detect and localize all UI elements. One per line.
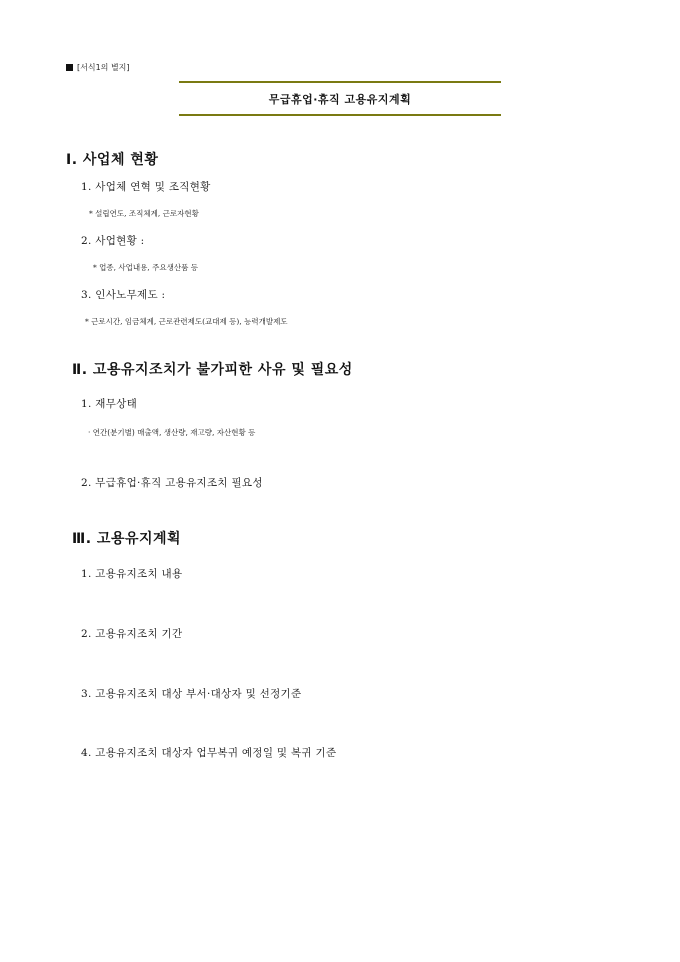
square-bullet-icon xyxy=(66,64,73,71)
section3-item4: 4. 고용유지조치 대상자 업무복귀 예정일 및 복귀 기준 xyxy=(81,747,337,759)
section1-item3: 3. 인사노무제도 : xyxy=(81,289,166,301)
form-label xyxy=(66,62,130,73)
section1-note1: * 설립연도, 조직체계, 근로자현황 xyxy=(89,209,199,218)
section2-item2: 2. 무급휴업·휴직 고용유지조치 필요성 xyxy=(81,477,263,489)
section1-heading: Ⅰ. 사업체 현황 xyxy=(66,152,159,168)
section2-item1: 1. 재무상태 xyxy=(81,398,138,410)
section1-item2: 2. 사업현황 : xyxy=(81,235,145,247)
section3-heading: Ⅲ. 고용유지계획 xyxy=(72,531,182,547)
section1-note2: * 업종, 사업내용, 주요생산품 등 xyxy=(93,263,198,272)
title-bottom-rule xyxy=(179,114,501,116)
title-box xyxy=(179,81,501,117)
section1-note3: * 근로시간, 임금체계, 근로관련제도(교대제 등), 능력개발제도 xyxy=(85,317,288,326)
section3-item1: 1. 고용유지조치 내용 xyxy=(81,568,183,580)
section1-item1: 1. 사업체 연혁 및 조직현황 xyxy=(81,181,211,193)
page-title: 무급휴업·휴직 고용유지계획 xyxy=(268,93,412,106)
section3-item2: 2. 고용유지조치 기간 xyxy=(81,628,183,640)
section2-heading: Ⅱ. 고용유지조치가 불가피한 사유 및 필요성 xyxy=(72,362,353,378)
section2-note1: · 연간(분기별) 매출액, 생산량, 재고량, 자산현황 등 xyxy=(88,428,256,437)
section3-item3: 3. 고용유지조치 대상 부서·대상자 및 선정기준 xyxy=(81,688,302,700)
form-label-text: [서식1의 별지] xyxy=(77,63,130,72)
title-top-rule xyxy=(179,81,501,83)
